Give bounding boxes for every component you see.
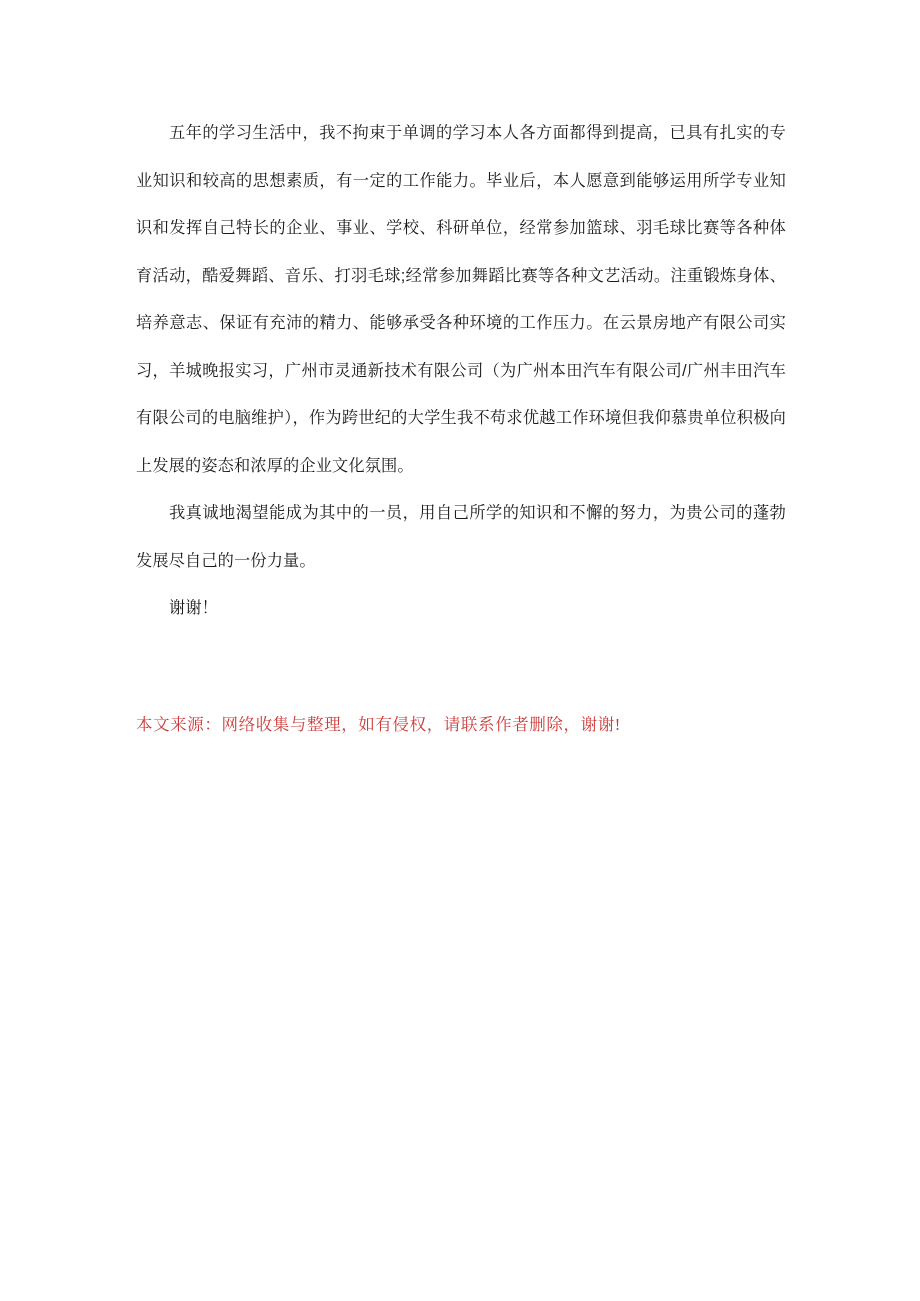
paragraph-self-evaluation: 五年的学习生活中，我不拘束于单调的学习本人各方面都得到提高，已具有扎实的专业知识和较高的思想素质，有一定的工作能力。毕业后，本人愿意到能够运用所学专业知识和发挥自己特长的企业、事业、学校、科研单位，经常参加篮球、羽毛球比赛等各种体育活动，酷爱舞蹈、音乐、打羽毛球;经常参加舞蹈比赛等各种文艺活动。注重锻炼身体、培养意志、保证有充沛的精力、能够承受各种环境的工作压力。在云景房地产有限公司实习，羊城晚报实习，广州市灵通新技术有限公司（为广州本田汽车有限公司/广州丰田汽车有限公司的电脑维护），作为跨世纪的大学生我不苟求优越工作环境但我仰慕贵单位积极向上发展的姿态和浓厚的企业文化氛围。: [136, 124, 786, 475]
paragraph-thanks: 谢谢！: [169, 599, 219, 617]
paragraph-closing-wish: 我真诚地渴望能成为其中的一员，用自己所学的知识和不懈的努力，为贵公司的蓬勃发展尽自己的一份力量。: [136, 504, 786, 570]
document-body: [136, 110, 786, 633]
source-disclaimer-note: 本文来源：网络收集与整理，如有侵权，请联系作者删除，谢谢!: [136, 715, 621, 734]
